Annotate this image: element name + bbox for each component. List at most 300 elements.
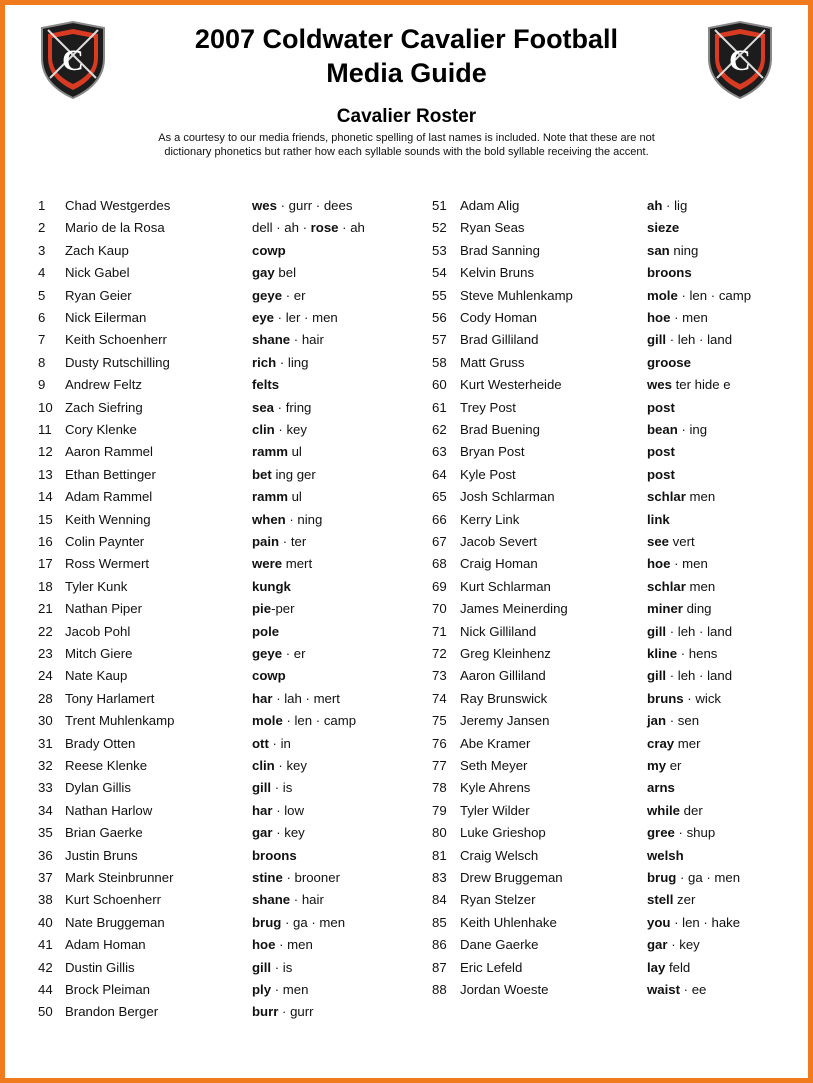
svg-text:C: C [729, 44, 751, 77]
phonetic-stressed-syllable: arns [647, 780, 675, 796]
phonetic-spelling [647, 710, 699, 732]
phonetic-stressed-syllable: sieze [647, 220, 680, 236]
jersey-number: 69 [432, 578, 447, 594]
player-name: Craig Homan [460, 556, 538, 572]
jersey-number: 88 [432, 982, 447, 997]
jersey-number: 1 [38, 198, 46, 213]
phonetic-unstressed-suffix: ing ger [271, 466, 316, 482]
phonetic-stressed-syllable: geye [252, 646, 283, 661]
phonetic-stressed-syllable: ah [647, 198, 663, 213]
player-name: Kyle Ahrens [460, 780, 531, 796]
phonetic-stressed-syllable: lay [647, 959, 666, 975]
jersey-number: 3 [38, 242, 46, 258]
phonetic-unstressed-suffix: · men [670, 310, 708, 325]
phonetic-stressed-syllable: you [647, 914, 671, 930]
phonetic-unstressed-suffix: · key [667, 937, 700, 953]
jersey-number: 7 [38, 332, 46, 348]
player-name: Andrew Feltz [65, 377, 142, 393]
roster-row [0, 934, 813, 956]
player-name: Ryan Geier [65, 287, 132, 303]
player-name: Eric Lefeld [460, 959, 523, 975]
phonetic-stressed-syllable: mole [647, 287, 678, 303]
phonetic-unstressed-suffix: ter hide e [671, 377, 731, 393]
phonetic-stressed-syllable: groose [647, 354, 691, 370]
jersey-number: 13 [38, 466, 53, 482]
phonetic-stressed-syllable: bruns [647, 690, 684, 706]
phonetic-note [120, 131, 693, 159]
phonetic-unstressed-suffix: · leh · land [666, 623, 733, 639]
player-name: Brock Pleiman [65, 982, 151, 997]
phonetic-unstressed-suffix: ul [287, 489, 302, 505]
phonetic-spelling [647, 217, 679, 239]
phonetic-unstressed-suffix: · gurr [278, 1004, 314, 1020]
player-name: Dustin Gillis [65, 959, 135, 975]
phonetic-stressed-syllable: when [252, 511, 286, 527]
jersey-number: 83 [432, 870, 447, 885]
phonetic-unstressed-suffix: · ter [279, 534, 307, 549]
roster-row [0, 755, 813, 777]
phonetic-unstressed-suffix: feld [665, 959, 691, 975]
player-name: Keith Uhlenhake [460, 914, 557, 930]
phonetic-stressed-syllable: were [252, 556, 283, 572]
phonetic-stressed-syllable: my [647, 758, 667, 773]
roster-row [0, 441, 813, 463]
jersey-number: 86 [432, 937, 447, 953]
phonetic-stressed-syllable: kungk [252, 578, 291, 594]
phonetic-stressed-syllable: gill [252, 959, 272, 975]
roster-row [0, 777, 813, 799]
jersey-number: 66 [432, 511, 447, 527]
jersey-number: 33 [38, 780, 53, 796]
phonetic-stressed-syllable: cowp [252, 668, 286, 684]
player-name: Drew Bruggeman [460, 870, 563, 885]
phonetic-unstressed-suffix: · leh · land [666, 332, 733, 348]
phonetic-unstressed-suffix: · ga · men [281, 914, 346, 930]
phonetic-stressed-syllable: felts [252, 377, 280, 393]
phonetic-unstressed-suffix: · ing [677, 422, 708, 437]
player-name: Adam Rammel [65, 489, 153, 505]
player-name: Tyler Wilder [460, 802, 530, 818]
phonetic-stressed-syllable: shane [252, 892, 291, 908]
title-line-2: Media Guide [326, 58, 487, 88]
player-name: Nick Gabel [65, 265, 130, 281]
phonetic-stressed-syllable: ply [252, 982, 272, 997]
phonetic-spelling [647, 240, 698, 262]
phonetic-spelling [647, 598, 712, 620]
player-name: Trey Post [460, 399, 516, 415]
phonetic-unstressed-suffix: · sen [666, 713, 700, 729]
player-name: Ryan Stelzer [460, 892, 536, 908]
phonetic-unstressed-suffix: bel [274, 265, 296, 281]
roster-row [0, 195, 813, 217]
jersey-number: 64 [432, 466, 447, 482]
jersey-number: 37 [38, 870, 53, 885]
phonetic-unstressed-suffix: · wick [683, 690, 722, 706]
phonetic-unstressed-suffix: · fring [274, 399, 312, 415]
jersey-number: 74 [432, 690, 447, 706]
phonetic-stressed-syllable: wes [252, 198, 277, 213]
phonetic-stressed-syllable: brug [647, 870, 677, 885]
player-name: Aaron Rammel [65, 444, 153, 460]
roster-heading: Cavalier Roster [336, 106, 477, 127]
roster-row [0, 576, 813, 598]
roster-row [0, 509, 813, 531]
player-name: Craig Welsch [460, 847, 539, 863]
player-name: Jacob Pohl [65, 623, 131, 639]
player-name: Dane Gaerke [460, 937, 539, 953]
player-name: Brady Otten [65, 735, 136, 751]
phonetic-stressed-syllable: pole [252, 623, 280, 639]
phonetic-stressed-syllable: link [647, 511, 670, 527]
player-name: Jacob Severt [460, 534, 537, 549]
phonetic-unstressed-suffix: · hair [290, 892, 324, 908]
jersey-number: 57 [432, 332, 447, 348]
jersey-number: 30 [38, 713, 53, 729]
roster-row [0, 643, 813, 665]
jersey-number: 2 [38, 220, 46, 236]
note-line-1: As a courtesy to our media friends, phonetic spelling of last names is included. Note that these are not [158, 132, 655, 144]
player-name: Nate Bruggeman [65, 914, 165, 930]
phonetic-spelling [647, 755, 681, 777]
jersey-number: 17 [38, 556, 53, 572]
player-name: Mario de la Rosa [65, 220, 165, 236]
phonetic-unstressed-prefix: dell · ah · [252, 220, 311, 236]
player-name: Brad Gilliland [460, 332, 539, 348]
jersey-number: 71 [432, 623, 447, 639]
phonetic-spelling [647, 419, 707, 441]
phonetic-stressed-syllable: hoe [252, 937, 276, 953]
phonetic-stressed-syllable: shane [252, 332, 291, 348]
player-name: Zach Siefring [65, 399, 143, 415]
phonetic-stressed-syllable: gree [647, 825, 675, 841]
jersey-number: 56 [432, 310, 447, 325]
phonetic-unstressed-suffix: ding [682, 601, 712, 617]
player-name: Greg Kleinhenz [460, 646, 551, 661]
phonetic-spelling [647, 845, 684, 867]
roster-row [0, 240, 813, 262]
phonetic-spelling [647, 397, 675, 419]
jersey-number: 28 [38, 690, 53, 706]
player-name: Tyler Kunk [65, 578, 128, 594]
player-name: Nick Eilerman [65, 310, 147, 325]
jersey-number: 65 [432, 489, 447, 505]
phonetic-stressed-syllable: gill [252, 780, 272, 796]
phonetic-spelling [647, 621, 732, 643]
player-name: Keith Wenning [65, 511, 151, 527]
phonetic-spelling [647, 979, 706, 1001]
phonetic-unstressed-suffix: · is [271, 959, 293, 975]
phonetic-unstressed-suffix: · is [271, 780, 293, 796]
phonetic-stressed-syllable: gill [647, 668, 667, 684]
jersey-number: 61 [432, 399, 447, 415]
phonetic-unstressed-suffix: er [666, 758, 682, 773]
phonetic-stressed-syllable: har [252, 690, 273, 706]
player-name: Brad Sanning [460, 242, 540, 258]
phonetic-spelling [647, 957, 690, 979]
phonetic-unstressed-suffix: · hens [677, 646, 718, 661]
jersey-number: 58 [432, 354, 447, 370]
phonetic-unstressed-suffix: · ga · men [676, 870, 741, 885]
phonetic-stressed-syllable: wes [647, 377, 672, 393]
jersey-number: 52 [432, 220, 447, 236]
phonetic-unstressed-suffix: · er [282, 646, 306, 661]
jersey-number: 32 [38, 758, 53, 773]
phonetic-unstressed-suffix: · shup [674, 825, 716, 841]
player-name: Dusty Rutschilling [65, 354, 170, 370]
phonetic-stressed-syllable: gill [647, 332, 667, 348]
player-name: Cody Homan [460, 310, 537, 325]
phonetic-spelling [647, 441, 675, 463]
player-name: Kurt Schoenherr [65, 892, 162, 908]
phonetic-spelling [252, 1001, 314, 1023]
jersey-number: 15 [38, 511, 53, 527]
roster-row [0, 397, 813, 419]
note-line-2: dictionary phonetics but rather how each syllable sounds with the bold syllable receiving the accent. [164, 146, 649, 158]
jersey-number: 62 [432, 422, 447, 437]
player-name: Ross Wermert [65, 556, 150, 572]
jersey-number: 55 [432, 287, 447, 303]
phonetic-spelling [647, 285, 751, 307]
jersey-number: 53 [432, 242, 447, 258]
phonetic-unstressed-suffix: men [685, 489, 716, 505]
phonetic-stressed-syllable: sea [252, 399, 275, 415]
jersey-number: 10 [38, 399, 53, 415]
phonetic-stressed-syllable: hoe [647, 310, 671, 325]
jersey-number: 44 [38, 982, 53, 997]
phonetic-unstressed-suffix: · len · camp [677, 287, 752, 303]
player-name: Brian Gaerke [65, 825, 143, 841]
jersey-number: 9 [38, 377, 46, 393]
jersey-number: 63 [432, 444, 447, 460]
phonetic-stressed-syllable: schlar [647, 578, 686, 594]
roster-row [0, 1001, 813, 1023]
phonetic-unstressed-suffix: ul [287, 444, 302, 460]
phonetic-stressed-syllable: kline [647, 646, 678, 661]
roster-row [0, 553, 813, 575]
phonetic-unstressed-suffix: · men [670, 556, 708, 572]
phonetic-spelling [647, 307, 708, 329]
jersey-number: 38 [38, 892, 53, 908]
phonetic-stressed-syllable: pain [252, 534, 280, 549]
roster-row [0, 464, 813, 486]
player-name: Luke Grieshop [460, 825, 546, 841]
phonetic-unstressed-suffix: · leh · land [666, 668, 733, 684]
phonetic-unstressed-suffix: · gurr · dees [276, 198, 353, 213]
jersey-number: 22 [38, 623, 53, 639]
phonetic-spelling [647, 553, 708, 575]
roster-row [0, 352, 813, 374]
player-name: Nick Gilliland [460, 623, 537, 639]
phonetic-unstressed-suffix: men [685, 578, 716, 594]
phonetic-stressed-syllable: see [647, 534, 670, 549]
player-name: Reese Klenke [65, 758, 148, 773]
phonetic-spelling [647, 352, 691, 374]
phonetic-stressed-syllable: schlar [647, 489, 686, 505]
phonetic-unstressed-suffix: mert [282, 556, 313, 572]
phonetic-spelling [647, 509, 670, 531]
phonetic-spelling [647, 665, 732, 687]
player-name: Ethan Bettinger [65, 466, 156, 482]
roster-row [0, 845, 813, 867]
player-name: James Meinerding [460, 601, 568, 617]
phonetic-spelling [647, 329, 732, 351]
player-name: Aaron Gilliland [460, 668, 546, 684]
roster-row [0, 419, 813, 441]
jersey-number: 21 [38, 601, 53, 617]
title-line-1: 2007 Coldwater Cavalier Football [194, 24, 619, 54]
phonetic-stressed-syllable: cray [647, 735, 675, 751]
phonetic-stressed-syllable: bean [647, 422, 678, 437]
phonetic-unstressed-suffix: · len · hake [670, 914, 741, 930]
player-name: Jeremy Jansen [460, 713, 550, 729]
phonetic-stressed-syllable: waist [647, 982, 680, 997]
jersey-number: 41 [38, 937, 53, 953]
player-name: Trent Muhlenkamp [65, 713, 175, 729]
phonetic-unstressed-suffix: zer [673, 892, 696, 908]
phonetic-unstressed-suffix: -per [271, 601, 295, 617]
roster-row [0, 800, 813, 822]
svg-text:C: C [62, 44, 84, 77]
player-name: Tony Harlamert [65, 690, 155, 706]
jersey-number: 78 [432, 780, 447, 796]
player-name: Brandon Berger [65, 1004, 159, 1020]
phonetic-unstressed-suffix: · ee [679, 982, 707, 997]
phonetic-stressed-syllable: hoe [647, 556, 671, 572]
roster-row [0, 733, 813, 755]
phonetic-stressed-syllable: pie [252, 601, 272, 617]
player-name: Mark Steinbrunner [65, 870, 174, 885]
jersey-number: 40 [38, 914, 53, 930]
phonetic-stressed-syllable: broons [252, 847, 297, 863]
phonetic-unstressed-suffix: · men [275, 937, 313, 953]
phonetic-stressed-syllable: post [647, 444, 675, 460]
phonetic-unstressed-suffix: · key [274, 422, 307, 437]
phonetic-stressed-syllable: stine [252, 870, 283, 885]
phonetic-stressed-syllable: brug [252, 914, 282, 930]
jersey-number: 14 [38, 489, 53, 505]
jersey-number: 8 [38, 354, 46, 370]
roster-row [0, 307, 813, 329]
jersey-number: 84 [432, 892, 447, 908]
roster-row [0, 621, 813, 643]
phonetic-unstressed-suffix: · in [268, 735, 291, 751]
phonetic-spelling [647, 867, 740, 889]
phonetic-stressed-syllable: gay [252, 265, 275, 281]
phonetic-stressed-syllable: clin [252, 422, 275, 437]
phonetic-spelling [647, 800, 703, 822]
roster-row [0, 217, 813, 239]
roster-row [0, 912, 813, 934]
phonetic-unstressed-suffix: · len · camp [282, 713, 357, 729]
player-name: Josh Schlarman [460, 489, 555, 505]
player-name: Nathan Harlow [65, 802, 153, 818]
phonetic-spelling [647, 733, 701, 755]
jersey-number: 24 [38, 668, 53, 684]
phonetic-spelling [647, 374, 731, 396]
player-name: Justin Bruns [65, 847, 138, 863]
player-name: Cory Klenke [65, 422, 137, 437]
phonetic-stressed-syllable: gill [647, 623, 667, 639]
phonetic-spelling [647, 934, 700, 956]
player-name: Kyle Post [460, 466, 516, 482]
phonetic-stressed-syllable: gar [252, 825, 273, 841]
phonetic-stressed-syllable: san [647, 242, 670, 258]
player-name: Adam Alig [460, 198, 520, 213]
phonetic-stressed-syllable: ramm [252, 444, 288, 460]
roster-row [0, 262, 813, 284]
jersey-number: 12 [38, 444, 53, 460]
phonetic-stressed-syllable: har [252, 802, 273, 818]
jersey-number: 70 [432, 601, 447, 617]
phonetic-unstressed-suffix: · key [274, 758, 307, 773]
phonetic-spelling [647, 195, 687, 217]
roster-row [0, 822, 813, 844]
jersey-number: 18 [38, 578, 53, 594]
phonetic-stressed-syllable: geye [252, 287, 283, 303]
phonetic-unstressed-suffix: · lig [662, 198, 688, 213]
phonetic-unstressed-suffix: · key [272, 825, 305, 841]
player-name: Zach Kaup [65, 242, 129, 258]
jersey-number: 36 [38, 847, 53, 863]
phonetic-unstressed-suffix: · ler · men [274, 310, 338, 325]
jersey-number: 76 [432, 735, 447, 751]
jersey-number: 23 [38, 646, 53, 661]
jersey-number: 5 [38, 287, 46, 303]
jersey-number: 75 [432, 713, 447, 729]
phonetic-stressed-syllable: clin [252, 758, 275, 773]
phonetic-spelling [647, 576, 715, 598]
jersey-number: 50 [38, 1004, 53, 1020]
phonetic-stressed-syllable: burr [252, 1004, 279, 1020]
phonetic-spelling [647, 643, 717, 665]
player-name: Kerry Link [460, 511, 520, 527]
roster-row [0, 957, 813, 979]
jersey-number: 31 [38, 735, 53, 751]
jersey-number: 72 [432, 646, 447, 661]
player-name: Mitch Giere [65, 646, 133, 661]
page-title [0, 22, 813, 90]
player-name: Steve Muhlenkamp [460, 287, 573, 303]
jersey-number: 51 [432, 198, 447, 213]
phonetic-unstressed-suffix: · low [272, 802, 305, 818]
player-name: Kelvin Bruns [460, 265, 535, 281]
phonetic-stressed-syllable: ramm [252, 489, 288, 505]
jersey-number: 4 [38, 265, 46, 281]
phonetic-unstressed-suffix: der [679, 802, 703, 818]
jersey-number: 81 [432, 847, 447, 863]
roster-row [0, 979, 813, 1001]
player-name: Ray Brunswick [460, 690, 548, 706]
phonetic-stressed-syllable: eye [252, 310, 275, 325]
jersey-number: 11 [38, 422, 52, 437]
roster-row [0, 285, 813, 307]
jersey-number: 54 [432, 265, 447, 281]
phonetic-unstressed-suffix: vert [669, 534, 695, 549]
phonetic-unstressed-suffix: · er [282, 287, 306, 303]
phonetic-stressed-syllable: mole [252, 713, 283, 729]
phonetic-spelling [647, 262, 692, 284]
player-name: Dylan Gillis [65, 780, 131, 796]
player-name: Nathan Piper [65, 601, 142, 617]
jersey-number: 67 [432, 534, 447, 549]
roster-row [0, 374, 813, 396]
player-name: Adam Homan [65, 937, 146, 953]
player-name: Jordan Woeste [460, 982, 549, 997]
phonetic-spelling [647, 889, 695, 911]
phonetic-stressed-syllable: gar [647, 937, 668, 953]
roster-row [0, 531, 813, 553]
phonetic-stressed-syllable: ott [252, 735, 269, 751]
